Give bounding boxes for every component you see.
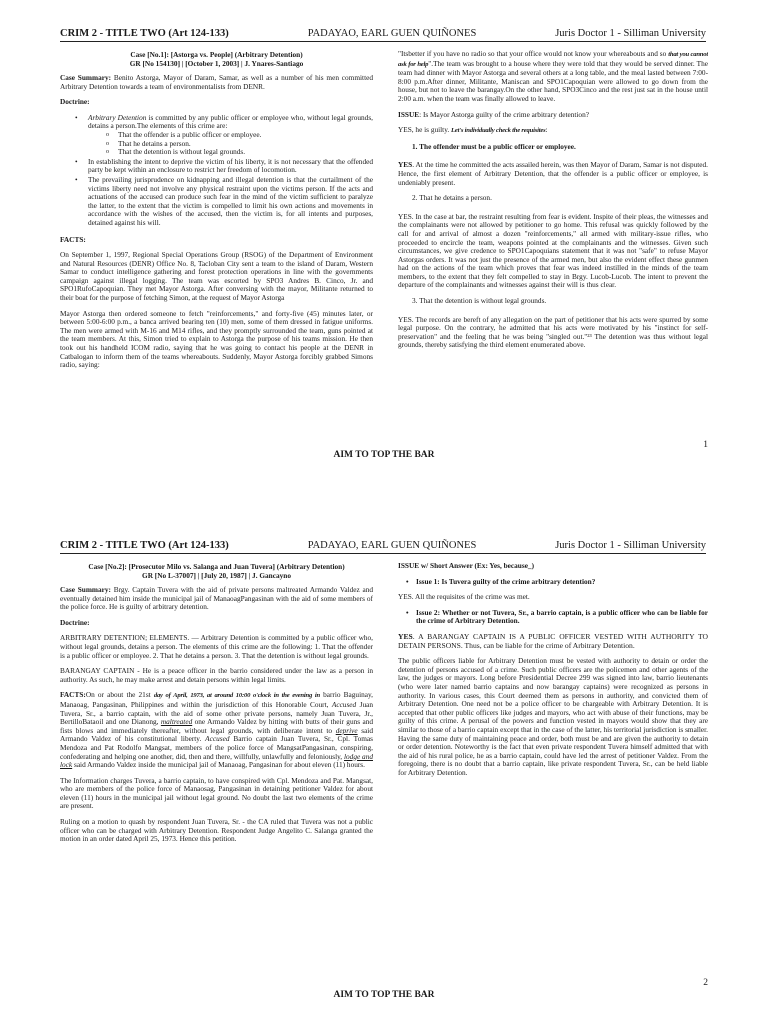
page-number: 2 [703, 978, 708, 988]
ratio-paragraph: The public officers liable for Arbitrary Detention must be vested with authority to detain or order the detention of persons accused of a crime. Such public officers are the policemen and other agents of the law, the judges or mayors. Long before Presidential Decree 299 was signed into law, barrio lieutenants (who were later named barrio captains and now barangay captains) were recognized as persons in authority. In various cases, this Court deemed them as persons in authority, and convicted them of Arbitrary Detention. One need not be a police officer to be chargeable with Arbitrary Detention. It is accepted that other public officers like judges and mayors, who act with abuse of their functions, may be guilty of this crime. A perusal of the powers and function vested in mayors would show that they are similar to those of a barrio captain except that in the case of the latter, his territorial jurisdiction is smaller. Having the same duty of maintaining peace and order, both must be and are given the authority to detain or order detention. Noteworthy is the fact that even private respondent Tuvera himself admitted that with the aid of his rural police, he as a barrio captain, could have led the arrest of petitioner Valdez. From the foregoing, there is no doubt that a barrio captain, like private respondent Tuvera, Sr., can be held liable for Arbitrary Detention. [398, 656, 708, 777]
element-item: o That the offender is a public officer or employee. [88, 131, 373, 140]
case-summary-text: Benito Astorga, Mayor of Daram, Samar, as well as a number of his men committed Arbitrary Detention towards a team of environmentalists from DENR. [60, 73, 373, 91]
header-author: PADAYAO, EARL GUEN QUIÑONES [307, 540, 477, 551]
facts-continued [398, 50, 708, 104]
doctrine-item: • In establishing the intent to deprive the victim of his liberty, it is not necessary that the offended party be kept within an enclosure to restrict her freedom of locomotion. [60, 158, 373, 175]
element-item: o That he detains a person. [88, 140, 373, 149]
issue [398, 111, 708, 120]
page-number: 1 [703, 440, 708, 450]
left-column [60, 562, 373, 962]
facts-text: said Armando Valdez of his constitutional liberty. [60, 725, 373, 744]
requisite-answer: YES [398, 160, 413, 170]
requisite-discussion [398, 161, 708, 187]
case-title [60, 562, 373, 580]
held [398, 633, 708, 650]
facts-paragraph: Ruling on a motion to quash by respondent Juan Tuvera, Sr. - the CA ruled that Tuvera was not a public officer who can be charged with Arbitrary Detention. Respondent Judge Angelito C. Salanga granted the motion in an order dated April 25, 1973. Hence this petition. [60, 817, 373, 844]
requisites-list [398, 143, 708, 152]
case-summary-label: Case Summary: [60, 73, 112, 82]
issue-heading: ISSUE w/ Short Answer (Ex: Yes, because_) [398, 562, 535, 570]
case-title-line-2: GR [No 154130] | [October 1, 2003] | J. Ynares-Santiago [129, 59, 304, 68]
case-title-line-2: GR [No L-37007] | [July 20, 1987] | J. Gancayno [142, 571, 291, 580]
requisite-item: 3. That the detention is without legal grounds. [412, 296, 547, 306]
requisite-discussion: YES. In the case at bar, the restraint resulting from fear is evident. Inspite of their pleas, the witnesses and the complainants were not allowed by petitioner to go home. This refusal was quickly followed by the call for and arrival of almost a dozen "reinforcements," all armed with military-issue rifles, who proceeded to encircle the team, weapons pointed at the complainants and the witnesses. Given such circumstances, we give credence to SPO1Capoquians statement that it was not "safe" to refuse Mayor Astorgas orders. It was not just the presence of the armed men, but also the evident effect these gunmen had on the actions of the team which proves that fear was indeed instilled in the minds of the team members, to the extent that they felt compelled to stay in Brgy. Lucob-Lucob. The intent to prevent the departure of the complainants and witnesses against their will is thus clear. [398, 211, 708, 290]
facts-text: said Armando Valdez inside the municipal jail of Manaoag, Pangasinan for about eleven (11) hours. [72, 760, 365, 770]
requisite-discussion: YES. The records are bereft of any allegation on the part of petitioner that his acts were spurred by some legal purpose. On the contrary, he admitted that his acts were motivated by his "instinct for self-preservation" and the feeling that he was being "singled out."²³ The detention was thus without legal grounds, thereby satisfying the third element enumerated above. [398, 314, 708, 350]
doctrine-paragraph: BARANGAY CAPTAIN - He is a peace officer in the barrio considered under the law as a person in authority. As such, he may make arrest and detain persons within legal limits. [60, 666, 373, 684]
facts-paragraph: The Information charges Tuvera, a barrio captain, to have conspired with Cpl. Mendoza and Pat. Mangsat, who are members of the police force of Manaosag, Pangasinan in detaining petitioner Valdez for about eleven (11) hours in the municipal jail without legal ground. No doubt the last two elements of the crime are present. [60, 775, 373, 811]
requisite-text: . At the time he committed the acts assailed herein, was then Mayor of Daram, Samar is not disputed. Hence, the first element of Arbitrary Detention, that the offender is a public officer or employee, is undeniably present. [398, 160, 708, 187]
case-summary-text: Brgy. Captain Tuvera with the aid of private persons maltreated Armando Valdez and eventually detained him inside the municipal jail of ManaoagPangasinan with the aid of some members of the police force. He is guilty of arbitrary detention. [60, 585, 373, 612]
issue-text: : Is Mayor Astorga guilty of the crime arbitrary detention? [419, 109, 589, 119]
doctrine-list [60, 114, 373, 228]
case-summary [60, 74, 373, 91]
facts-italic: Accused [331, 699, 357, 709]
issue-1-answer: YES. All the requisites of the crime was met. [398, 592, 530, 602]
requisite-item: 1. The offender must be a public officer or employee. [412, 141, 576, 151]
document-page-2 [0, 512, 768, 1024]
facts-heading: FACTS: [60, 234, 86, 244]
held [398, 126, 708, 136]
case-title-line-1: Case [No.2]: [Prosecutor Milo vs. Salanga and Juan Tuvera] (Arbitrary Detention) [88, 562, 345, 571]
quote-emphasis: that you cannot ask for help [398, 51, 708, 68]
case-title [60, 50, 373, 68]
doctrine-heading: Doctrine: [60, 617, 90, 627]
header-school: Juris Doctor 1 - Silliman University [555, 540, 706, 551]
doctrine-heading: Doctrine: [60, 97, 90, 107]
header-author: PADAYAO, EARL GUEN QUIÑONES [307, 28, 477, 39]
facts-text: Juan Tuvera, Sr., a barrio captain, with the aid of some other private persons, namely Juan Tuvera, Jr., BertilloBataoil and one Dianong, [60, 699, 373, 727]
page-header [60, 538, 706, 554]
header-school: Juris Doctor 1 - Silliman University [555, 28, 706, 39]
header-course: CRIM 2 - TITLE TWO (Art 124-133) [60, 540, 229, 551]
facts-text: one Armando Valdez by hitting with butts of their guns and fists blows and immediately thereafter, without legal grounds, with deliberate intent to [60, 717, 373, 735]
facts-label: FACTS: [60, 690, 86, 700]
page-footer: AIM TO TOP THE BAR [333, 990, 435, 1000]
facts-text: barrio Baguinay, Manaoag, Pangasinan, Philippines and within the jurisdiction of this Honorable Court, [60, 690, 373, 709]
doctrine-term: Arbitrary Detention [88, 112, 147, 122]
facts-text: Barrio captain Juan Tuvera, Sr., Cpl. Tomas Mendoza and Pat Rodolfo Mangsat, members of the police force of MangsatPangasinan, conspiring, confederating and helping one another, did, then and there, willfully, unlawfully and feloniously, [60, 734, 373, 761]
case-summary [60, 586, 373, 612]
facts-underlined: lodge and lock [60, 751, 373, 770]
right-column [398, 50, 708, 434]
elements-list [88, 131, 373, 157]
requisites-list [398, 297, 708, 306]
page-header [60, 26, 706, 42]
facts-underlined: maltreated [160, 717, 193, 727]
doctrine-paragraph: ARBITRARY DETENTION; ELEMENTS. — Arbitrary Detention is committed by a public officer who, without legal grounds, detains a person. The elements of this crime are the following: 1. That the offender is a public officer or employee. 2. That he detains a person. 3. That the detention is without legal grounds. [60, 633, 373, 660]
held-emphasis: Let's individually check the requisites [451, 127, 546, 135]
facts-paragraph: On September 1, 1997, Regional Special Operations Group (RSOG) of the Department of Environment and Natural Resources (DENR) Office No. 8, Tacloban City sent a team to the island of Daram, Western Samar to conduct intelligence gathering and forest protection operations in line with the governments campaign against illegal logging. The team was escorted by SPO3 Andres B. Cinco, Jr. and SPO1RufoCapoquian. They met Mayor Astorga. After conversing with the mayor, Militante returned to their boat for the purpose of fetching Simon, at the request of Mayor Astorga [60, 250, 373, 303]
quote-text: "Itsbetter if you have no radio so that your office would not know your whereabouts and so [398, 50, 669, 58]
left-column [60, 50, 373, 434]
doctrine-text: is committed by any public officer or employee who, without legal grounds, detains a person.The elements of this crime are: [88, 112, 373, 131]
facts-underlined: deprive [335, 725, 358, 735]
right-column [398, 562, 708, 962]
element-item: o That the detention is without legal grounds. [88, 148, 373, 157]
issue-1: • Issue 1: Is Tuvera guilty of the crime arbitrary detention? [398, 578, 708, 587]
facts-italic: Accused [205, 734, 230, 744]
held-text: . A BARANGAY CAPTAIN IS A PUBLIC OFFICER VESTED WITH AUTHORITY TO DETAIN PERSONS. Thus, can be liable for the crime of Arbitrary Detention. [398, 631, 708, 650]
facts-paragraph: Mayor Astorga then ordered someone to fetch "reinforcements," and forty-five (45) minutes later, or between 5:00-6:00 p.m., a banca arrived bearing ten (10) men, some of them dressed in fatigue uniforms. The men were armed with M-16 and M14 rifles, and they promptly surrounded the team, guns pointed at the team members. At this, Simon tried to explain to Astorga the purpose of his teams mission. He then took out his handheld ICOM radio, saying that he was going to contact his people at the DENR in Catbalogan to inform them of the teams whereabouts. Suddenly, Mayor Astorga forcibly grabbed Simons radio, saying: [60, 308, 373, 370]
page-footer: AIM TO TOP THE BAR [333, 450, 435, 460]
requisites-list [398, 194, 708, 203]
issue-label: ISSUE [398, 109, 420, 119]
header-course: CRIM 2 - TITLE TWO (Art 124-133) [60, 28, 229, 39]
issue-2: • Issue 2: Whether or not Tuvera, Sr., a barrio captain, is a public officer who can be liable for the crime of Arbitrary Detention. [398, 609, 708, 626]
case-summary-label: Case Summary: [60, 585, 111, 594]
held-answer: YES [398, 631, 413, 641]
facts-emphasis: day of April, 1973, at around 10:00 o'clock in the evening in [153, 692, 320, 700]
doctrine-item [60, 114, 373, 157]
facts-text: On or about the 21st [85, 690, 154, 700]
doctrine-item: • The prevailing jurisprudence on kidnapping and illegal detention is that the curtailment of the victims liberty need not involve any physical restraint upon the victims person. If the acts and actuations of the accused can produce such fear in the mind of the victim sufficient to paralyze the latter, to the extent that the victim is compelled to limit his own actions and movements in accordance with the wishes of the accused, then the victim is, for all intents and purposes, detained against his will. [60, 176, 373, 228]
case-title-line-1: Case [No.1]: [Astorga vs. People] (Arbitrary Detention) [130, 50, 303, 59]
facts-paragraph [60, 691, 373, 769]
held-text: YES, he is guilty. [398, 125, 452, 135]
requisite-item: 2. That he detains a person. [412, 193, 492, 203]
facts-text: ".The team was brought to a house where they were told that they would be served dinner. The team had dinner with Mayor Astorga and several others at a long table, and the meal lasted between 7:00-8:00 p.m.After dinner, Militante, Maniscan and SPO1Capoquian were allowed to go down from the house, but not to leave the barangay.On the other hand, SPO3Cinco and the rest just sat in the house until 2:00 a.m. when the team was finally allowed to leave. [398, 58, 708, 103]
held-colon: : [545, 125, 548, 135]
